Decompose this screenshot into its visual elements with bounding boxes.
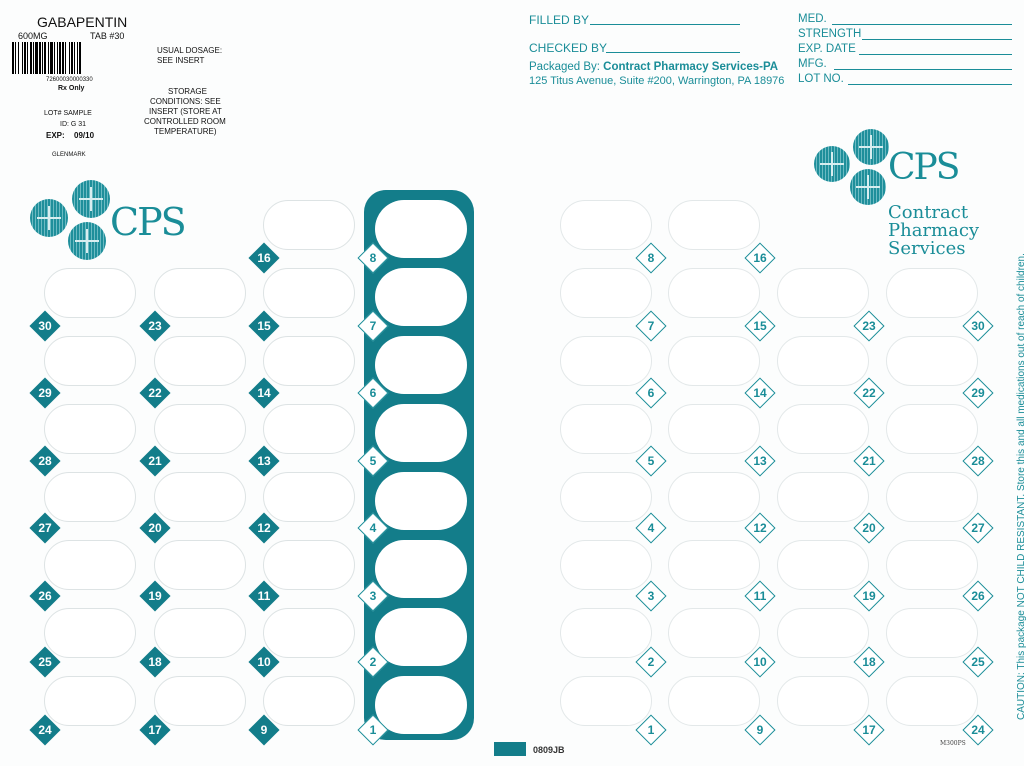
blister-pocket[interactable]: [263, 268, 355, 318]
day-number: 14: [257, 386, 271, 400]
day-number: 26: [971, 589, 985, 603]
day-number: 8: [647, 251, 655, 265]
blister-pocket[interactable]: [886, 676, 978, 726]
strength-field-label: STRENGTH: [798, 28, 862, 40]
barcode-stripe: [71, 42, 73, 74]
day-number: 29: [971, 386, 985, 400]
day-number: 20: [862, 521, 876, 535]
day-number: 23: [862, 319, 876, 333]
logo-circle-icon: [814, 146, 850, 182]
blister-pocket[interactable]: [263, 200, 355, 250]
day-number: 10: [257, 655, 271, 669]
barcode-stripe: [74, 42, 75, 74]
blister-pocket[interactable]: [154, 404, 246, 454]
day-number: 10: [753, 655, 767, 669]
blister-pocket[interactable]: [154, 336, 246, 386]
day-number: 30: [971, 319, 985, 333]
barcode-stripe: [42, 42, 43, 74]
blister-pocket[interactable]: [886, 268, 978, 318]
blister-pocket[interactable]: [44, 540, 136, 590]
day-number: 1: [369, 723, 377, 737]
day-number: 11: [753, 589, 767, 603]
day-number: 19: [148, 589, 162, 603]
barcode-stripe: [59, 42, 61, 74]
logo-circle-icon: [850, 169, 886, 205]
blister-pocket[interactable]: [154, 472, 246, 522]
blister-pocket[interactable]: [668, 472, 760, 522]
blister-pocket[interactable]: [44, 472, 136, 522]
barcode-stripe: [39, 42, 41, 74]
day-number: 28: [38, 454, 52, 468]
packaged-by-name: Contract Pharmacy Services-PA: [603, 61, 779, 73]
barcode-stripe: [77, 42, 78, 74]
day-number: 25: [38, 655, 52, 669]
drug-strength: 600MG: [18, 31, 48, 41]
mfg-field-label: MFG.: [798, 58, 827, 70]
day-number: 13: [257, 454, 271, 468]
day-number: 24: [971, 723, 985, 737]
color-code-swatch: [494, 742, 526, 756]
lot-number: LOT# SAMPLE: [44, 110, 92, 117]
day-number: 6: [369, 386, 377, 400]
logo-line-3: Services: [888, 238, 966, 259]
day-number: 17: [862, 723, 876, 737]
checked-by-label: CHECKED BY: [529, 41, 608, 55]
day-number: 16: [257, 251, 271, 265]
logo-circle-icon: [853, 129, 889, 165]
barcode-stripe: [30, 42, 32, 74]
day-number: 27: [971, 521, 985, 535]
blister-pocket[interactable]: [668, 540, 760, 590]
day-number: 3: [369, 589, 377, 603]
med-field-line[interactable]: [832, 24, 1012, 25]
blister-pocket[interactable]: [668, 608, 760, 658]
blister-pocket[interactable]: [154, 268, 246, 318]
blister-pocket[interactable]: [777, 676, 869, 726]
blister-pocket[interactable]: [668, 404, 760, 454]
exp-label: EXP:: [46, 131, 65, 140]
day-number: 21: [148, 454, 162, 468]
day-number: 13: [753, 454, 767, 468]
day-number: 7: [647, 319, 655, 333]
day-number: 17: [148, 723, 162, 737]
lot-no-field-label: LOT NO.: [798, 73, 844, 85]
day-number: 9: [260, 723, 268, 737]
logo-line-1: Contract: [888, 202, 969, 223]
blister-pocket[interactable]: [263, 540, 355, 590]
blister-pocket[interactable]: [560, 404, 652, 454]
storage-line-2: CONDITIONS: SEE: [150, 97, 221, 106]
exp-date-field-line[interactable]: [859, 54, 1012, 55]
blister-pocket[interactable]: [560, 472, 652, 522]
blister-pocket[interactable]: [886, 336, 978, 386]
day-number: 6: [647, 386, 655, 400]
day-number: 26: [38, 589, 52, 603]
storage-line-1: STORAGE: [168, 87, 207, 96]
barcode-stripe: [54, 42, 55, 74]
barcode-stripe: [24, 42, 26, 74]
day-number: 14: [753, 386, 767, 400]
day-number: 2: [369, 655, 377, 669]
barcode-stripe: [50, 42, 53, 74]
storage-line-4: CONTROLLED ROOM: [144, 117, 226, 126]
blister-pocket[interactable]: [560, 268, 652, 318]
checked-by-line[interactable]: [606, 52, 740, 53]
blister-pocket[interactable]: [44, 676, 136, 726]
day-number: 24: [38, 723, 52, 737]
caution-text: CAUTION: This package NOT CHILD RESISTANT. Store this and all medications out of reach of children.: [1016, 253, 1027, 720]
blister-pocket[interactable]: [668, 676, 760, 726]
blister-pocket[interactable]: [560, 200, 652, 250]
blister-pocket[interactable]: [263, 336, 355, 386]
filled-by-label: FILLED BY: [529, 13, 590, 27]
day-number: 18: [148, 655, 162, 669]
day-number: 20: [148, 521, 162, 535]
barcode-stripe: [69, 42, 70, 74]
filled-by-line[interactable]: [590, 24, 740, 25]
day-number: 16: [753, 251, 767, 265]
blister-pocket[interactable]: [560, 540, 652, 590]
barcode-stripe: [35, 42, 38, 74]
day-number: 18: [862, 655, 876, 669]
barcode-number: 72600030000330: [46, 77, 93, 83]
barcode-stripe: [22, 42, 23, 74]
day-number: 12: [753, 521, 767, 535]
day-number: 30: [38, 319, 52, 333]
day-number: 19: [862, 589, 876, 603]
blister-pocket[interactable]: [560, 608, 652, 658]
logo-letters: CPS: [888, 147, 959, 188]
manufacturer: GLENMARK: [52, 152, 86, 158]
logo-letters: CPS: [110, 200, 185, 244]
barcode: [12, 42, 132, 74]
storage-line-3: INSERT (STORE AT: [149, 107, 222, 116]
blister-pocket[interactable]: [886, 608, 978, 658]
blister-pocket[interactable]: [886, 404, 978, 454]
drug-name: GABAPENTIN: [37, 14, 128, 30]
day-number: 27: [38, 521, 52, 535]
barcode-stripe: [79, 42, 81, 74]
logo-circle-icon: [30, 199, 68, 237]
day-number: 1: [647, 723, 655, 737]
packaged-by: [529, 61, 778, 73]
model-number: M300PS: [940, 740, 966, 747]
day-number: 29: [38, 386, 52, 400]
barcode-stripe: [48, 42, 49, 74]
blister-pocket[interactable]: [44, 268, 136, 318]
day-number: 8: [369, 251, 377, 265]
day-number: 25: [971, 655, 985, 669]
blister-pocket[interactable]: [777, 472, 869, 522]
day-number: 23: [148, 319, 162, 333]
barcode-stripe: [62, 42, 64, 74]
blister-pocket[interactable]: [777, 608, 869, 658]
day-number: 3: [647, 589, 655, 603]
mfg-field-line[interactable]: [834, 69, 1012, 70]
med-field-label: MED.: [798, 13, 827, 25]
strength-field-line[interactable]: [862, 39, 1012, 40]
day-number: 9: [756, 723, 764, 737]
pharmacy-address: 125 Titus Avenue, Suite #200, Warrington, PA 18976: [529, 75, 785, 87]
barcode-stripe: [57, 42, 58, 74]
blister-pocket[interactable]: [886, 540, 978, 590]
drug-id: ID: G 31: [60, 121, 87, 128]
blister-pocket[interactable]: [154, 676, 246, 726]
usual-dosage-text: SEE INSERT: [157, 56, 205, 65]
barcode-stripe: [15, 42, 16, 74]
day-number: 15: [257, 319, 271, 333]
day-number: 11: [257, 589, 271, 603]
day-number: 5: [369, 454, 377, 468]
usual-dosage-title: USUAL DOSAGE:: [157, 46, 223, 55]
day-number: 5: [647, 454, 655, 468]
day-number: 4: [647, 521, 655, 535]
blister-pocket[interactable]: [263, 608, 355, 658]
exp-value: 09/10: [74, 131, 95, 140]
logo-circle-icon: [72, 180, 110, 218]
blister-pocket[interactable]: [154, 608, 246, 658]
barcode-stripe: [27, 42, 28, 74]
logo-circle-icon: [68, 222, 106, 260]
blister-pocket[interactable]: [777, 404, 869, 454]
blister-pocket[interactable]: [668, 336, 760, 386]
blister-pocket[interactable]: [777, 268, 869, 318]
blister-pocket[interactable]: [668, 200, 760, 250]
barcode-stripe: [33, 42, 34, 74]
day-number: 2: [647, 655, 655, 669]
logo-line-2: Pharmacy: [888, 220, 980, 241]
barcode-stripe: [18, 42, 19, 74]
barcode-stripe: [44, 42, 46, 74]
blister-pocket[interactable]: [44, 608, 136, 658]
day-number: 15: [753, 319, 767, 333]
day-number: 4: [369, 521, 377, 535]
day-number: 12: [257, 521, 271, 535]
barcode-stripe: [12, 42, 14, 74]
blister-pocket[interactable]: [44, 404, 136, 454]
day-number: 28: [971, 454, 985, 468]
blister-pocket[interactable]: [777, 336, 869, 386]
blister-pocket[interactable]: [44, 336, 136, 386]
footer-code: 0809JB: [533, 745, 565, 755]
day-number: 7: [369, 319, 377, 333]
day-number: 22: [862, 386, 876, 400]
blister-pocket[interactable]: [263, 472, 355, 522]
barcode-stripe: [65, 42, 66, 74]
blister-pocket[interactable]: [560, 336, 652, 386]
storage-line-5: TEMPERATURE): [154, 127, 217, 136]
day-number: 21: [862, 454, 876, 468]
blister-pocket[interactable]: [668, 268, 760, 318]
tablet-count: TAB #30: [90, 31, 125, 41]
lot-no-field-line[interactable]: [848, 84, 1012, 85]
rx-only: Rx Only: [58, 85, 85, 92]
blister-pocket[interactable]: [886, 472, 978, 522]
day-number: 22: [148, 386, 162, 400]
blister-pocket[interactable]: [263, 404, 355, 454]
packaged-by-prefix: Packaged By:: [529, 61, 604, 73]
blister-pocket[interactable]: [263, 676, 355, 726]
blister-pocket[interactable]: [154, 540, 246, 590]
blister-pocket[interactable]: [560, 676, 652, 726]
exp-date-field-label: EXP. DATE: [798, 43, 856, 55]
blister-pocket[interactable]: [777, 540, 869, 590]
